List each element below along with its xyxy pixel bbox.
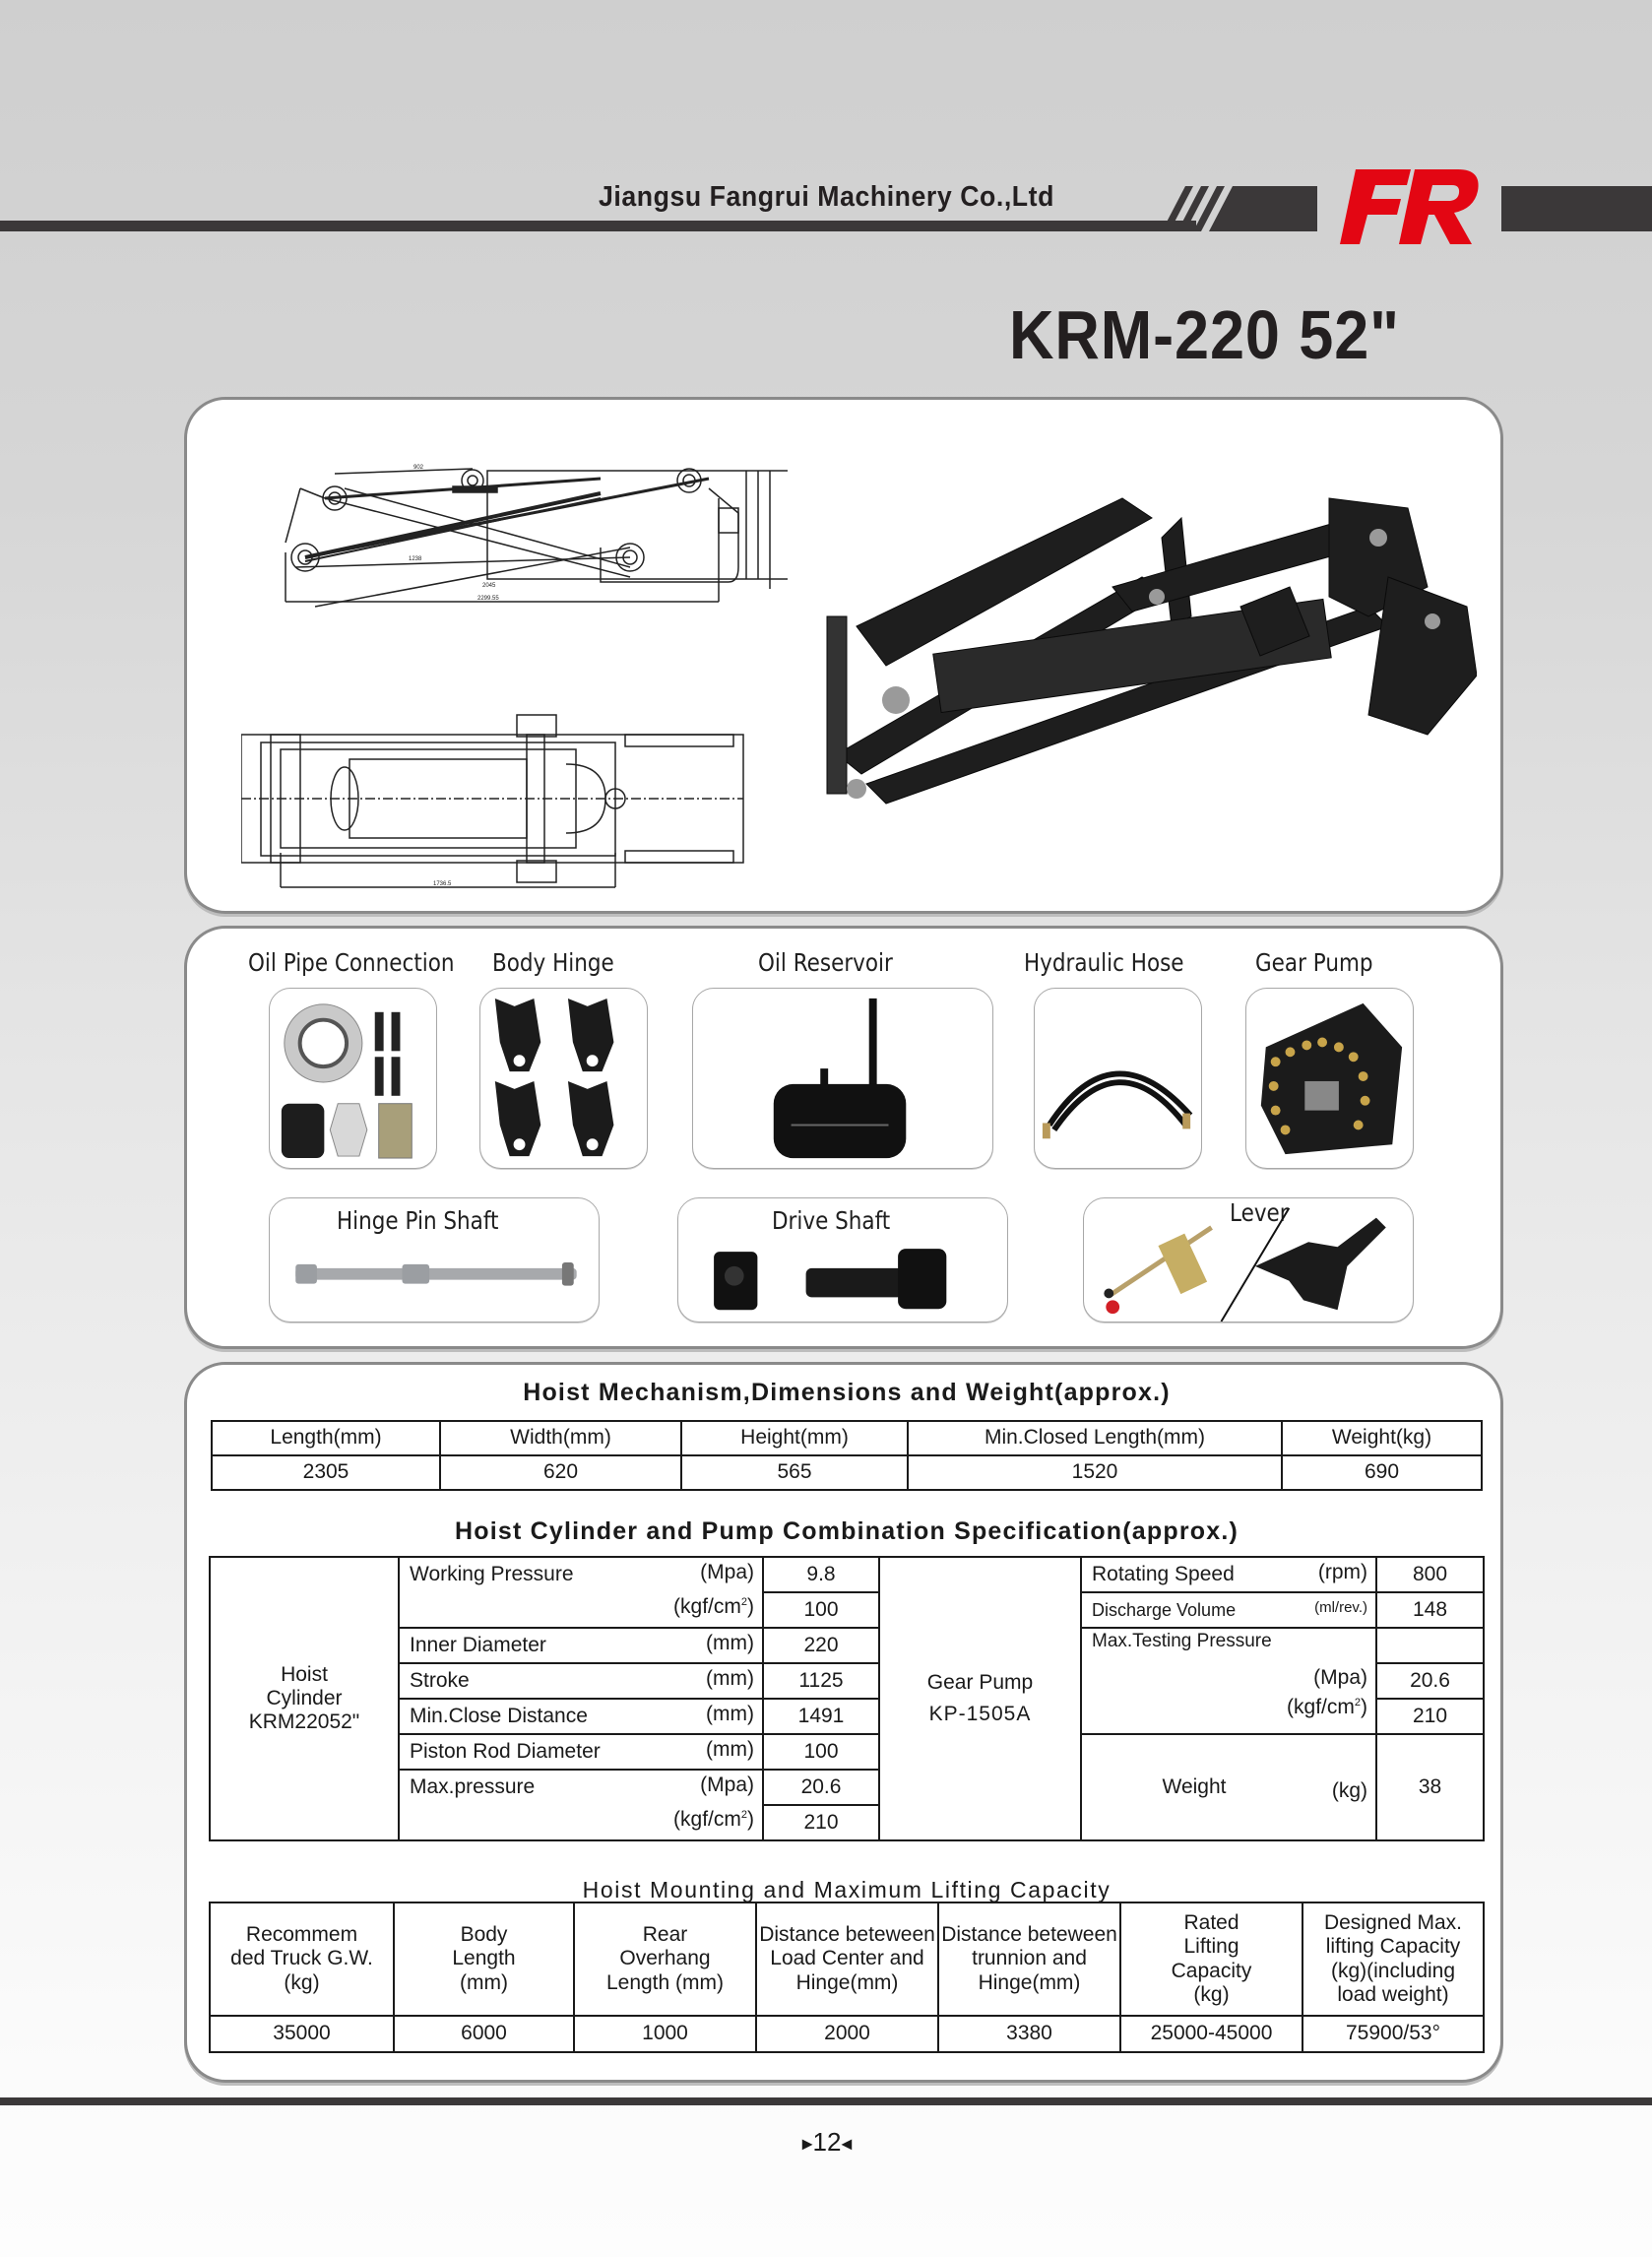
part-label-drive-shaft: Drive Shaft [772, 1206, 891, 1235]
flange-fittings-icon [270, 989, 436, 1168]
top-view-technical-drawing [241, 705, 773, 892]
header-distance-trunnion-hinge: Distance beteween trunnion and Hinge(mm) [938, 1902, 1120, 2016]
value-rear-overhang-length: 1000 [574, 2016, 756, 2052]
cylinder-model: KRM22052" [248, 1710, 360, 1734]
svg-text:902: 902 [413, 465, 424, 471]
triangle-right-icon: ▶ [801, 2135, 813, 2152]
table-row [210, 2016, 1484, 2052]
part-image-body-hinge [479, 988, 648, 1169]
pump-weight-value: 38 [1376, 1734, 1484, 1840]
mounting-table-title: Hoist Mounting and Maximum Lifting Capacity [582, 1877, 1112, 1902]
cyl-max-pressure-label: Max.pressure (Mpa) [399, 1770, 763, 1805]
table-header-row [210, 1902, 1484, 2016]
cylinder-pump-table [209, 1556, 1485, 1841]
part-label-lever: Lever [1230, 1198, 1289, 1227]
cyl-working-pressure-label: Working Pressure (Mpa) [399, 1557, 763, 1592]
cylinder-pump-table-title: Hoist Cylinder and Pump Combination Specification(approx.) [454, 1517, 1239, 1545]
cyl-min-close-distance-label: Min.Close Distance (mm) [399, 1699, 763, 1734]
part-label-body-hinge: Body Hinge [492, 948, 614, 977]
mounting-table [209, 1902, 1485, 2053]
header-recommended-truck-gw: Recommem ded Truck G.W.(kg) [210, 1902, 394, 2016]
cyl-working-pressure-kgf-label: $(kgf/cm^2)$ [399, 1592, 763, 1628]
header-rated-lifting-capacity: Rated Lifting Capacity (kg) [1120, 1902, 1303, 2016]
cyl-inner-diameter-label: Inner Diameter (mm) [399, 1628, 763, 1663]
cyl-max-pressure-kgf: 210 [763, 1805, 879, 1840]
svg-text:1736.5: 1736.5 [433, 881, 452, 887]
header-width: Width(mm) [440, 1421, 681, 1455]
cylinder-name-line1: Hoist [281, 1662, 328, 1686]
accessories-panel [184, 926, 1503, 1349]
hinge-brackets-icon [480, 989, 647, 1168]
header-designed-max-lifting-capacity: Designed Max. lifting Capacity (kg)(including load weight) [1303, 1902, 1484, 2016]
value-distance-trunnion-hinge: 3380 [938, 2016, 1120, 2052]
dimensions-table [211, 1420, 1483, 1491]
value-designed-max-lifting-capacity: 75900/53° [1303, 2016, 1484, 2052]
header-stripes-decoration [1160, 186, 1317, 231]
pump-max-testing-pressure-kgf: 210 [1376, 1699, 1484, 1734]
pump-weight-label: Weight (kg) [1081, 1734, 1376, 1840]
cyl-min-close-distance-value: 1491 [763, 1699, 879, 1734]
hose-icon [1035, 989, 1201, 1168]
header-weight: Weight(kg) [1282, 1421, 1482, 1455]
page-number [788, 2127, 866, 2158]
specifications-panel [184, 1362, 1503, 2083]
header-rule [0, 221, 1196, 231]
svg-text:2045: 2045 [482, 583, 496, 589]
cyl-working-pressure-mpa: 9.8 [763, 1557, 879, 1592]
header-min-closed-length: Min.Closed Length(mm) [908, 1421, 1282, 1455]
fr-logo-icon [1334, 165, 1492, 246]
gear-pump-icon [1246, 989, 1413, 1168]
cylinder-name-line2: Cylinder [266, 1686, 343, 1709]
oil-tank-icon [693, 989, 992, 1168]
header-height: Height(mm) [681, 1421, 908, 1455]
value-length: 2305 [212, 1455, 440, 1490]
svg-text:1238: 1238 [409, 556, 422, 562]
part-image-oil-pipe-connection [269, 988, 437, 1169]
lever-icon [1084, 1198, 1413, 1322]
cyl-piston-rod-diameter-label: Piston Rod Diameter (mm) [399, 1734, 763, 1770]
part-label-oil-reservoir: Oil Reservoir [758, 948, 893, 977]
pump-discharge-volume-value: 148 [1376, 1592, 1484, 1628]
model-title: KRM-220 52" [1009, 296, 1400, 373]
part-label-hinge-pin-shaft: Hinge Pin Shaft [337, 1206, 499, 1235]
pin-shaft-icon [270, 1198, 599, 1322]
page-number-text: 12 [812, 2127, 842, 2157]
part-image-hydraulic-hose [1034, 988, 1202, 1169]
value-width: 620 [440, 1455, 681, 1490]
pump-max-testing-pressure-label: Max.Testing Pressure (Mpa) $(kgf/cm^2)$ [1081, 1628, 1376, 1734]
pump-name-cell [879, 1557, 1081, 1840]
cyl-piston-rod-diameter-value: 100 [763, 1734, 879, 1770]
header-rear-overhang-length: Rear Overhang Length (mm) [574, 1902, 756, 2016]
pump-discharge-volume-label: Discharge Volume (ml/rev.) [1081, 1592, 1376, 1628]
part-image-lever [1083, 1197, 1414, 1322]
header-bar-right [1501, 186, 1652, 231]
pump-rotating-speed-value: 800 [1376, 1557, 1484, 1592]
value-distance-load-center-hinge: 2000 [756, 2016, 938, 2052]
pump-rotating-speed-label: Rotating Speed (rpm) [1081, 1557, 1376, 1592]
footer-rule [0, 2097, 1652, 2105]
value-rated-lifting-capacity: 25000-45000 [1120, 2016, 1303, 2052]
pump-max-testing-pressure-blank [1376, 1628, 1484, 1663]
triangle-left-icon: ◀ [841, 2135, 853, 2152]
table-header-row [212, 1421, 1482, 1455]
header-distance-load-center-hinge: Distance beteween Load Center and Hinge(mm) [756, 1902, 938, 2016]
part-image-gear-pump [1245, 988, 1414, 1169]
value-weight: 690 [1282, 1455, 1482, 1490]
part-label-hydraulic-hose: Hydraulic Hose [1024, 948, 1184, 977]
header-body-length: Body Length (mm) [394, 1902, 574, 2016]
part-label-oil-pipe-connection: Oil Pipe Connection [248, 948, 455, 977]
pump-name: Gear Pump [926, 1670, 1034, 1694]
drive-shaft-icon [678, 1198, 1007, 1322]
drawings-panel [184, 397, 1503, 914]
pump-max-testing-pressure-mpa: 20.6 [1376, 1663, 1484, 1699]
cyl-stroke-value: 1125 [763, 1663, 879, 1699]
cyl-working-pressure-kgf: 100 [763, 1592, 879, 1628]
part-label-gear-pump: Gear Pump [1255, 948, 1373, 977]
header-length: Length(mm) [212, 1421, 440, 1455]
value-body-length: 6000 [394, 2016, 574, 2052]
cyl-max-pressure-kgf-label: $(kgf/cm^2)$ [399, 1805, 763, 1840]
pump-model: KP-1505A [928, 1703, 1032, 1725]
svg-text:2299.55: 2299.55 [477, 596, 499, 602]
value-min-closed-length: 1520 [908, 1455, 1282, 1490]
dimensions-table-title: Hoist Mechanism,Dimensions and Weight(approx.) [523, 1379, 1171, 1406]
cyl-stroke-label: Stroke (mm) [399, 1663, 763, 1699]
cyl-max-pressure-mpa: 20.6 [763, 1770, 879, 1805]
part-image-hinge-pin-shaft [269, 1197, 600, 1322]
value-recommended-truck-gw: 35000 [210, 2016, 394, 2052]
cylinder-name-cell [210, 1557, 399, 1840]
side-view-technical-drawing [276, 459, 788, 626]
part-image-oil-reservoir [692, 988, 993, 1169]
value-height: 565 [681, 1455, 908, 1490]
cyl-inner-diameter-value: 220 [763, 1628, 879, 1663]
table-row [212, 1455, 1482, 1490]
part-image-drive-shaft [677, 1197, 1008, 1322]
company-name: Jiangsu Fangrui Machinery Co.,Ltd [599, 181, 1054, 213]
hoist-3d-render [817, 479, 1477, 813]
